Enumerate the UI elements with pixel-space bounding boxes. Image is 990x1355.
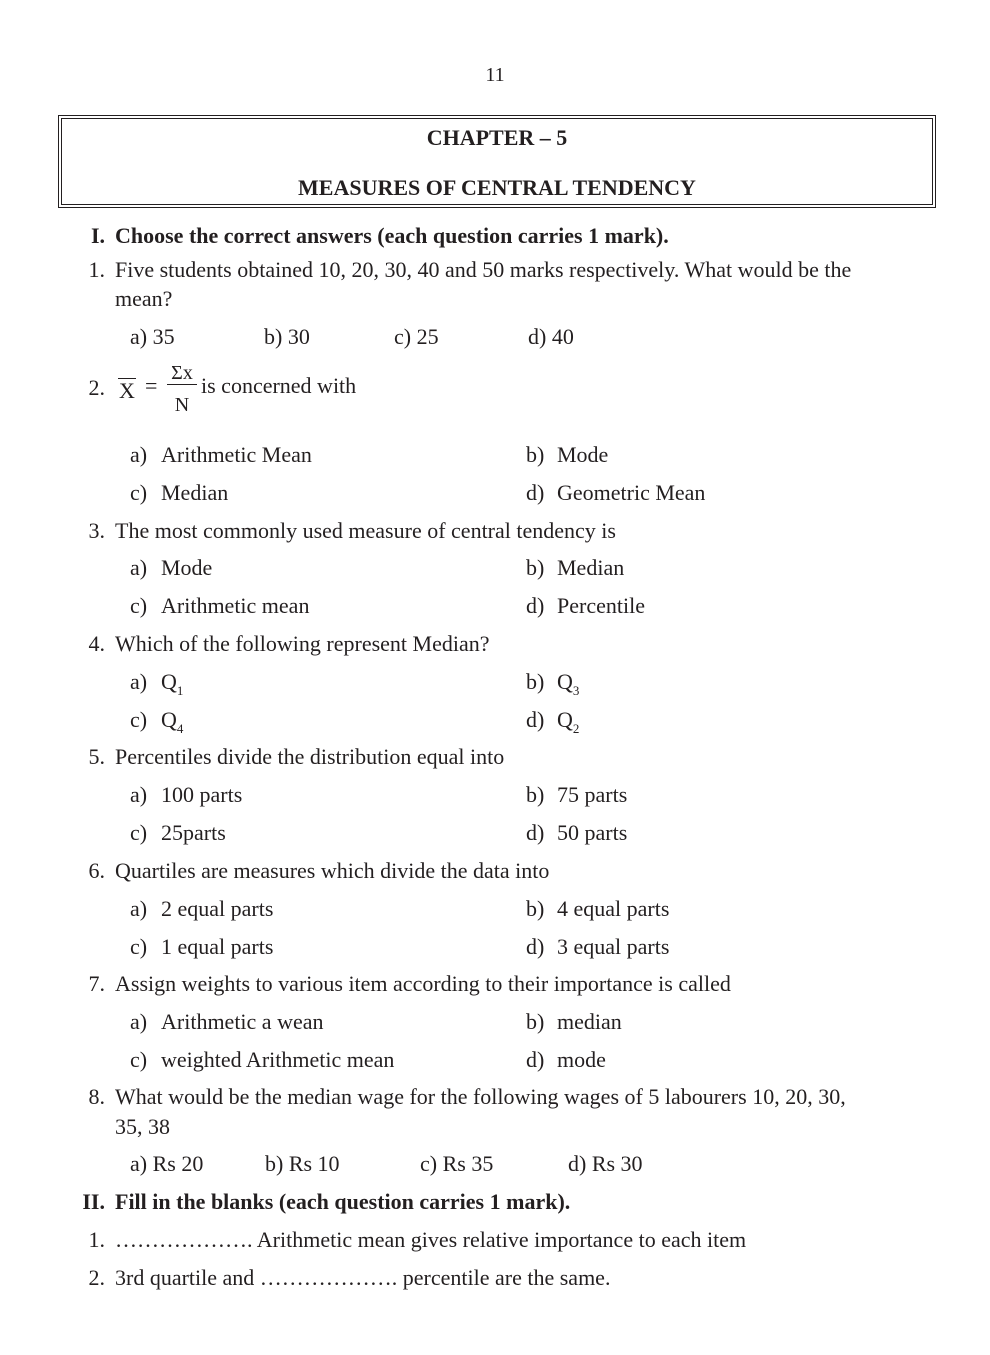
option-label: a) — [130, 669, 148, 694]
option-label: c) — [130, 593, 148, 618]
option-text: Q — [557, 669, 573, 694]
fill-blank-2-number: 2. — [88, 1265, 105, 1290]
question-6-number: 6. — [88, 858, 105, 883]
question-4-option-c — [130, 705, 183, 744]
equals-sign: = — [145, 373, 158, 398]
option-label: b) — [526, 896, 545, 921]
option-label: b) — [526, 1009, 545, 1034]
question-1-text-line2: mean? — [115, 286, 173, 311]
option-text: 2 equal parts — [161, 896, 274, 921]
question-3-option-a — [130, 553, 212, 583]
question-1-option-a: a) 35 — [130, 324, 175, 349]
question-5-option-c — [130, 818, 226, 848]
question-3-text: The most commonly used measure of central tendency is — [115, 518, 616, 543]
question-2-option-a — [130, 440, 312, 470]
option-label: c) — [130, 1047, 148, 1072]
section-1-number: I. — [90, 223, 105, 248]
option-label: c) — [130, 480, 148, 505]
question-2-option-b — [526, 440, 608, 470]
option-label: d) — [526, 707, 545, 732]
option-label: d) — [526, 593, 545, 618]
option-text: 100 parts — [161, 782, 243, 807]
option-text: Mode — [161, 555, 213, 580]
option-subscript: 4 — [176, 721, 184, 736]
option-text: weighted Arithmetic mean — [161, 1047, 395, 1072]
question-8-text-line1: What would be the median wage for the following wages of 5 labourers 10, 20, 30, — [115, 1084, 846, 1109]
option-text: 3 equal parts — [557, 934, 670, 959]
question-7-option-b — [526, 1007, 622, 1037]
fill-blank-1-text: ………………. Arithmetic mean gives relative importance to each item — [115, 1227, 747, 1252]
question-6-text: Quartiles are measures which divide the data into — [115, 858, 550, 883]
fraction-numerator: Σx — [167, 362, 197, 385]
option-text: Q — [557, 707, 573, 732]
question-5-number: 5. — [88, 744, 105, 769]
option-text: Arithmetic Mean — [161, 442, 312, 467]
option-label: d) — [526, 934, 545, 959]
option-label: c) — [130, 820, 148, 845]
option-text: Geometric Mean — [557, 480, 706, 505]
question-2-text: is concerned with — [201, 373, 357, 398]
option-label: d) — [526, 1047, 545, 1072]
option-text: 25parts — [161, 820, 226, 845]
option-label: a) — [130, 442, 148, 467]
option-label: c) — [130, 934, 148, 959]
question-4-option-a — [130, 667, 183, 706]
option-text: Mode — [557, 442, 609, 467]
section-2-heading: Fill in the blanks (each question carries 1 mark). — [115, 1189, 571, 1214]
question-3-option-c — [130, 591, 309, 621]
question-1-option-c: c) 25 — [394, 324, 439, 349]
option-text: Arithmetic a wean — [161, 1009, 324, 1034]
option-label: b) — [526, 669, 545, 694]
mean-formula — [115, 362, 435, 422]
question-5-option-b — [526, 780, 627, 810]
option-text: 4 equal parts — [557, 896, 670, 921]
question-8-text-line2: 35, 38 — [115, 1114, 170, 1139]
option-text: 75 parts — [557, 782, 628, 807]
fraction-denominator: N — [174, 394, 190, 416]
question-7-option-c — [130, 1045, 394, 1075]
option-label: b) — [526, 442, 545, 467]
question-4-option-b — [526, 667, 579, 706]
option-text: Arithmetic mean — [161, 593, 310, 618]
option-label: c) — [130, 707, 148, 732]
option-text: Q — [161, 669, 177, 694]
option-label: b) — [526, 555, 545, 580]
option-label: a) — [130, 1009, 148, 1034]
question-8-option-b: b) Rs 10 — [265, 1151, 340, 1176]
question-6-option-c — [130, 932, 273, 962]
question-8-option-c: c) Rs 35 — [420, 1151, 494, 1176]
question-1-option-b: b) 30 — [264, 324, 310, 349]
option-label: a) — [130, 555, 148, 580]
page-number: 11 — [485, 64, 505, 86]
question-8-number: 8. — [88, 1084, 105, 1109]
question-1-option-d: d) 40 — [528, 324, 574, 349]
question-4-number: 4. — [88, 631, 105, 656]
option-text: Median — [557, 555, 625, 580]
question-8-option-a: a) Rs 20 — [130, 1151, 204, 1176]
option-text: median — [557, 1009, 622, 1034]
question-1-number: 1. — [88, 257, 105, 282]
question-8-option-d: d) Rs 30 — [568, 1151, 643, 1176]
question-4-text: Which of the following represent Median? — [115, 631, 490, 656]
section-1-heading: Choose the correct answers (each question carries 1 mark). — [115, 223, 669, 248]
option-text: 50 parts — [557, 820, 628, 845]
question-2-number: 2. — [88, 375, 105, 400]
chapter-subtitle: MEASURES OF CENTRAL TENDENCY — [298, 175, 696, 200]
option-label: b) — [526, 782, 545, 807]
option-text: Q — [161, 707, 177, 732]
chapter-title: CHAPTER – 5 — [426, 125, 568, 150]
option-text: Median — [161, 480, 229, 505]
option-subscript: 3 — [572, 683, 580, 698]
question-2-option-c — [130, 478, 228, 508]
option-text: mode — [557, 1047, 606, 1072]
question-6-option-a — [130, 894, 273, 924]
question-5-option-d — [526, 818, 627, 848]
option-subscript: 1 — [176, 683, 184, 698]
option-subscript: 2 — [572, 721, 580, 736]
question-3-option-b — [526, 553, 624, 583]
option-label: a) — [130, 782, 148, 807]
fill-blank-2-text: 3rd quartile and ………………. percentile are the same. — [115, 1265, 611, 1290]
x-bar-symbol: X — [119, 378, 135, 403]
question-7-number: 7. — [88, 971, 105, 996]
question-4-option-d — [526, 705, 579, 744]
question-6-option-d — [526, 932, 669, 962]
question-7-text: Assign weights to various item according to their importance is called — [115, 971, 731, 996]
section-2-number: II. — [82, 1189, 105, 1214]
question-7-option-d — [526, 1045, 606, 1075]
option-text: Percentile — [557, 593, 645, 618]
option-label: d) — [526, 480, 545, 505]
question-2-option-d — [526, 478, 705, 508]
question-6-option-b — [526, 894, 669, 924]
question-5-option-a — [130, 780, 242, 810]
question-7-option-a — [130, 1007, 324, 1037]
question-5-text: Percentiles divide the distribution equal into — [115, 744, 505, 769]
chapter-title-box — [58, 115, 936, 208]
question-1-text-line1: Five students obtained 10, 20, 30, 40 and 50 marks respectively. What would be the — [115, 257, 852, 282]
question-3-number: 3. — [88, 518, 105, 543]
option-label: d) — [526, 820, 545, 845]
question-3-option-d — [526, 591, 645, 621]
option-text: 1 equal parts — [161, 934, 274, 959]
option-label: a) — [130, 896, 148, 921]
chapter-title-box-inner — [61, 118, 933, 205]
fill-blank-1-number: 1. — [88, 1227, 105, 1252]
